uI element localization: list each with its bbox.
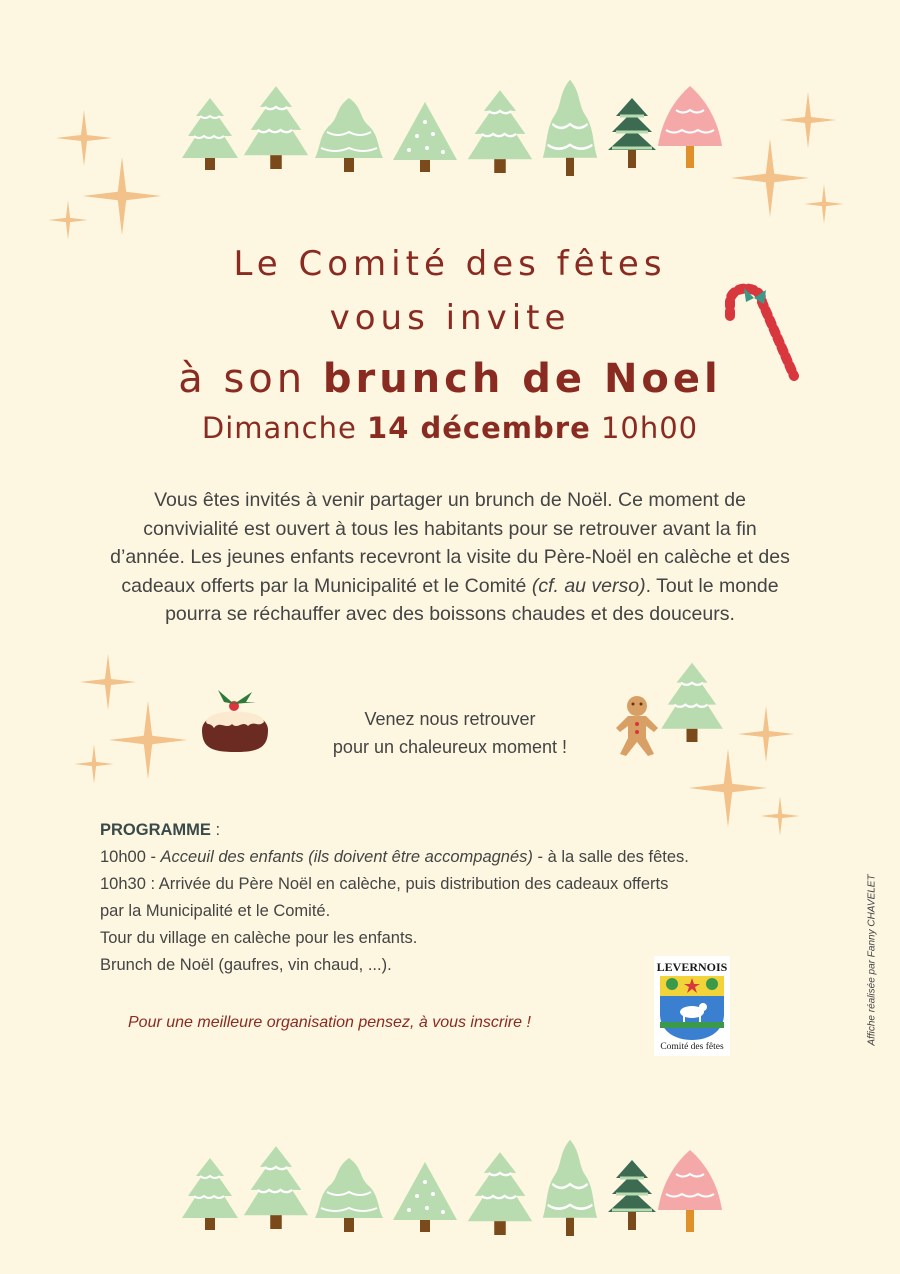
christmas-tree-icon <box>608 1160 656 1230</box>
title-line-1: Le Comité des fêtes <box>233 244 667 284</box>
intro-paragraph <box>105 486 795 629</box>
sparkle-star-icon <box>738 706 794 762</box>
venez-line-1: Venez nous retrouver <box>364 709 536 729</box>
sparkle-star-icon <box>760 796 799 835</box>
inscription-note: Pour une meilleure organisation pensez, à vous inscrire ! <box>128 1014 531 1031</box>
title-line-2: vous invite <box>329 298 571 338</box>
intro-text: Vous êtes invités à venir partager un brunch de Noël. Ce moment de convivialité est ouvert à tous les habitants pour se retrouver avant la fin d’année. Les jeunes enfants recevront la visite du Père-Noël en calèche et des cadeaux offerts par la Municipalité et le Comité <box>110 489 790 597</box>
christmas-tree-icon <box>468 1152 532 1235</box>
coat-of-arms-icon <box>658 974 726 1042</box>
date-time: 10h00 <box>590 411 699 445</box>
bottom-tree-border <box>0 1100 900 1250</box>
title-brunch: brunch de Noel <box>322 356 722 402</box>
programme-item-4: Brunch de Noël (gaufres, vin chaud, ...). <box>100 956 392 974</box>
title-prefix: à son <box>178 356 323 402</box>
programme-item-2-cont: par la Municipalité et le Comité. <box>100 902 331 920</box>
credit-text: Affiche réalisée par Fanny CHAVELET <box>866 874 878 1046</box>
christmas-tree-icon <box>543 1140 597 1236</box>
programme-item-1-time: 10h00 - <box>100 848 161 866</box>
programme-item-3: Tour du village en calèche pour les enfants. <box>100 929 418 947</box>
left-stars-decoration <box>60 640 210 790</box>
sparkle-star-icon <box>80 654 136 710</box>
christmas-tree-icon <box>315 1158 383 1232</box>
title-line-3 <box>0 356 900 402</box>
christmas-tree-icon <box>182 98 238 170</box>
programme-section <box>100 817 760 979</box>
gingerbread-man-icon <box>612 694 662 758</box>
christmas-tree-icon <box>244 86 308 169</box>
christmas-tree-icon <box>315 98 383 172</box>
top-tree-border <box>0 0 900 240</box>
christmas-tree-icon <box>658 1150 722 1232</box>
intro-verso-note: (cf. au verso) <box>531 574 646 597</box>
programme-item-1 <box>100 844 760 871</box>
christmas-pudding-icon <box>198 686 272 756</box>
sparkle-star-icon <box>74 744 113 783</box>
sparkle-star-icon <box>48 200 87 239</box>
christmas-tree-icon <box>661 663 723 742</box>
christmas-tree-icon <box>182 1158 238 1230</box>
christmas-tree-icon <box>658 86 722 168</box>
sparkle-star-icon <box>83 157 161 235</box>
programme-item-1-note: Acceuil des enfants (ils doivent être accompagnés) <box>160 848 533 866</box>
venez-message <box>290 705 610 761</box>
intro-text-end: . Tout le monde pourra se réchauffer avec des boissons chaudes et des douceurs. <box>165 574 779 625</box>
date-prefix: Dimanche <box>201 411 368 445</box>
programme-colon: : <box>210 821 221 839</box>
programme-item-2: 10h30 : Arrivée du Père Noël en calèche, puis distribution des cadeaux offerts <box>100 875 669 893</box>
poster-credit <box>862 860 882 1060</box>
christmas-tree-icon <box>608 98 656 168</box>
programme-heading: PROGRAMME <box>100 821 211 839</box>
christmas-tree-icon <box>393 1162 457 1232</box>
sparkle-star-icon <box>731 139 809 217</box>
sparkle-star-icon <box>109 701 187 779</box>
date-day: 14 décembre <box>367 411 591 445</box>
sparkle-star-icon <box>804 184 843 223</box>
logo-subtitle: Comité des fêtes <box>660 1042 724 1052</box>
christmas-tree-icon <box>468 90 532 173</box>
programme-title <box>100 817 760 844</box>
sparkle-star-icon <box>780 92 836 148</box>
sparkle-star-icon <box>56 110 112 166</box>
logo-title: LEVERNOIS <box>656 960 728 974</box>
levernois-logo <box>654 956 730 1056</box>
sparkle-star-icon <box>689 749 767 827</box>
christmas-tree-icon <box>543 80 597 176</box>
event-date <box>0 411 900 445</box>
christmas-tree-icon <box>393 102 457 172</box>
venez-line-2: pour un chaleureux moment ! <box>332 737 568 757</box>
christmas-tree-icon <box>244 1146 308 1229</box>
programme-item-1-place: - à la salle des fêtes. <box>532 848 689 866</box>
